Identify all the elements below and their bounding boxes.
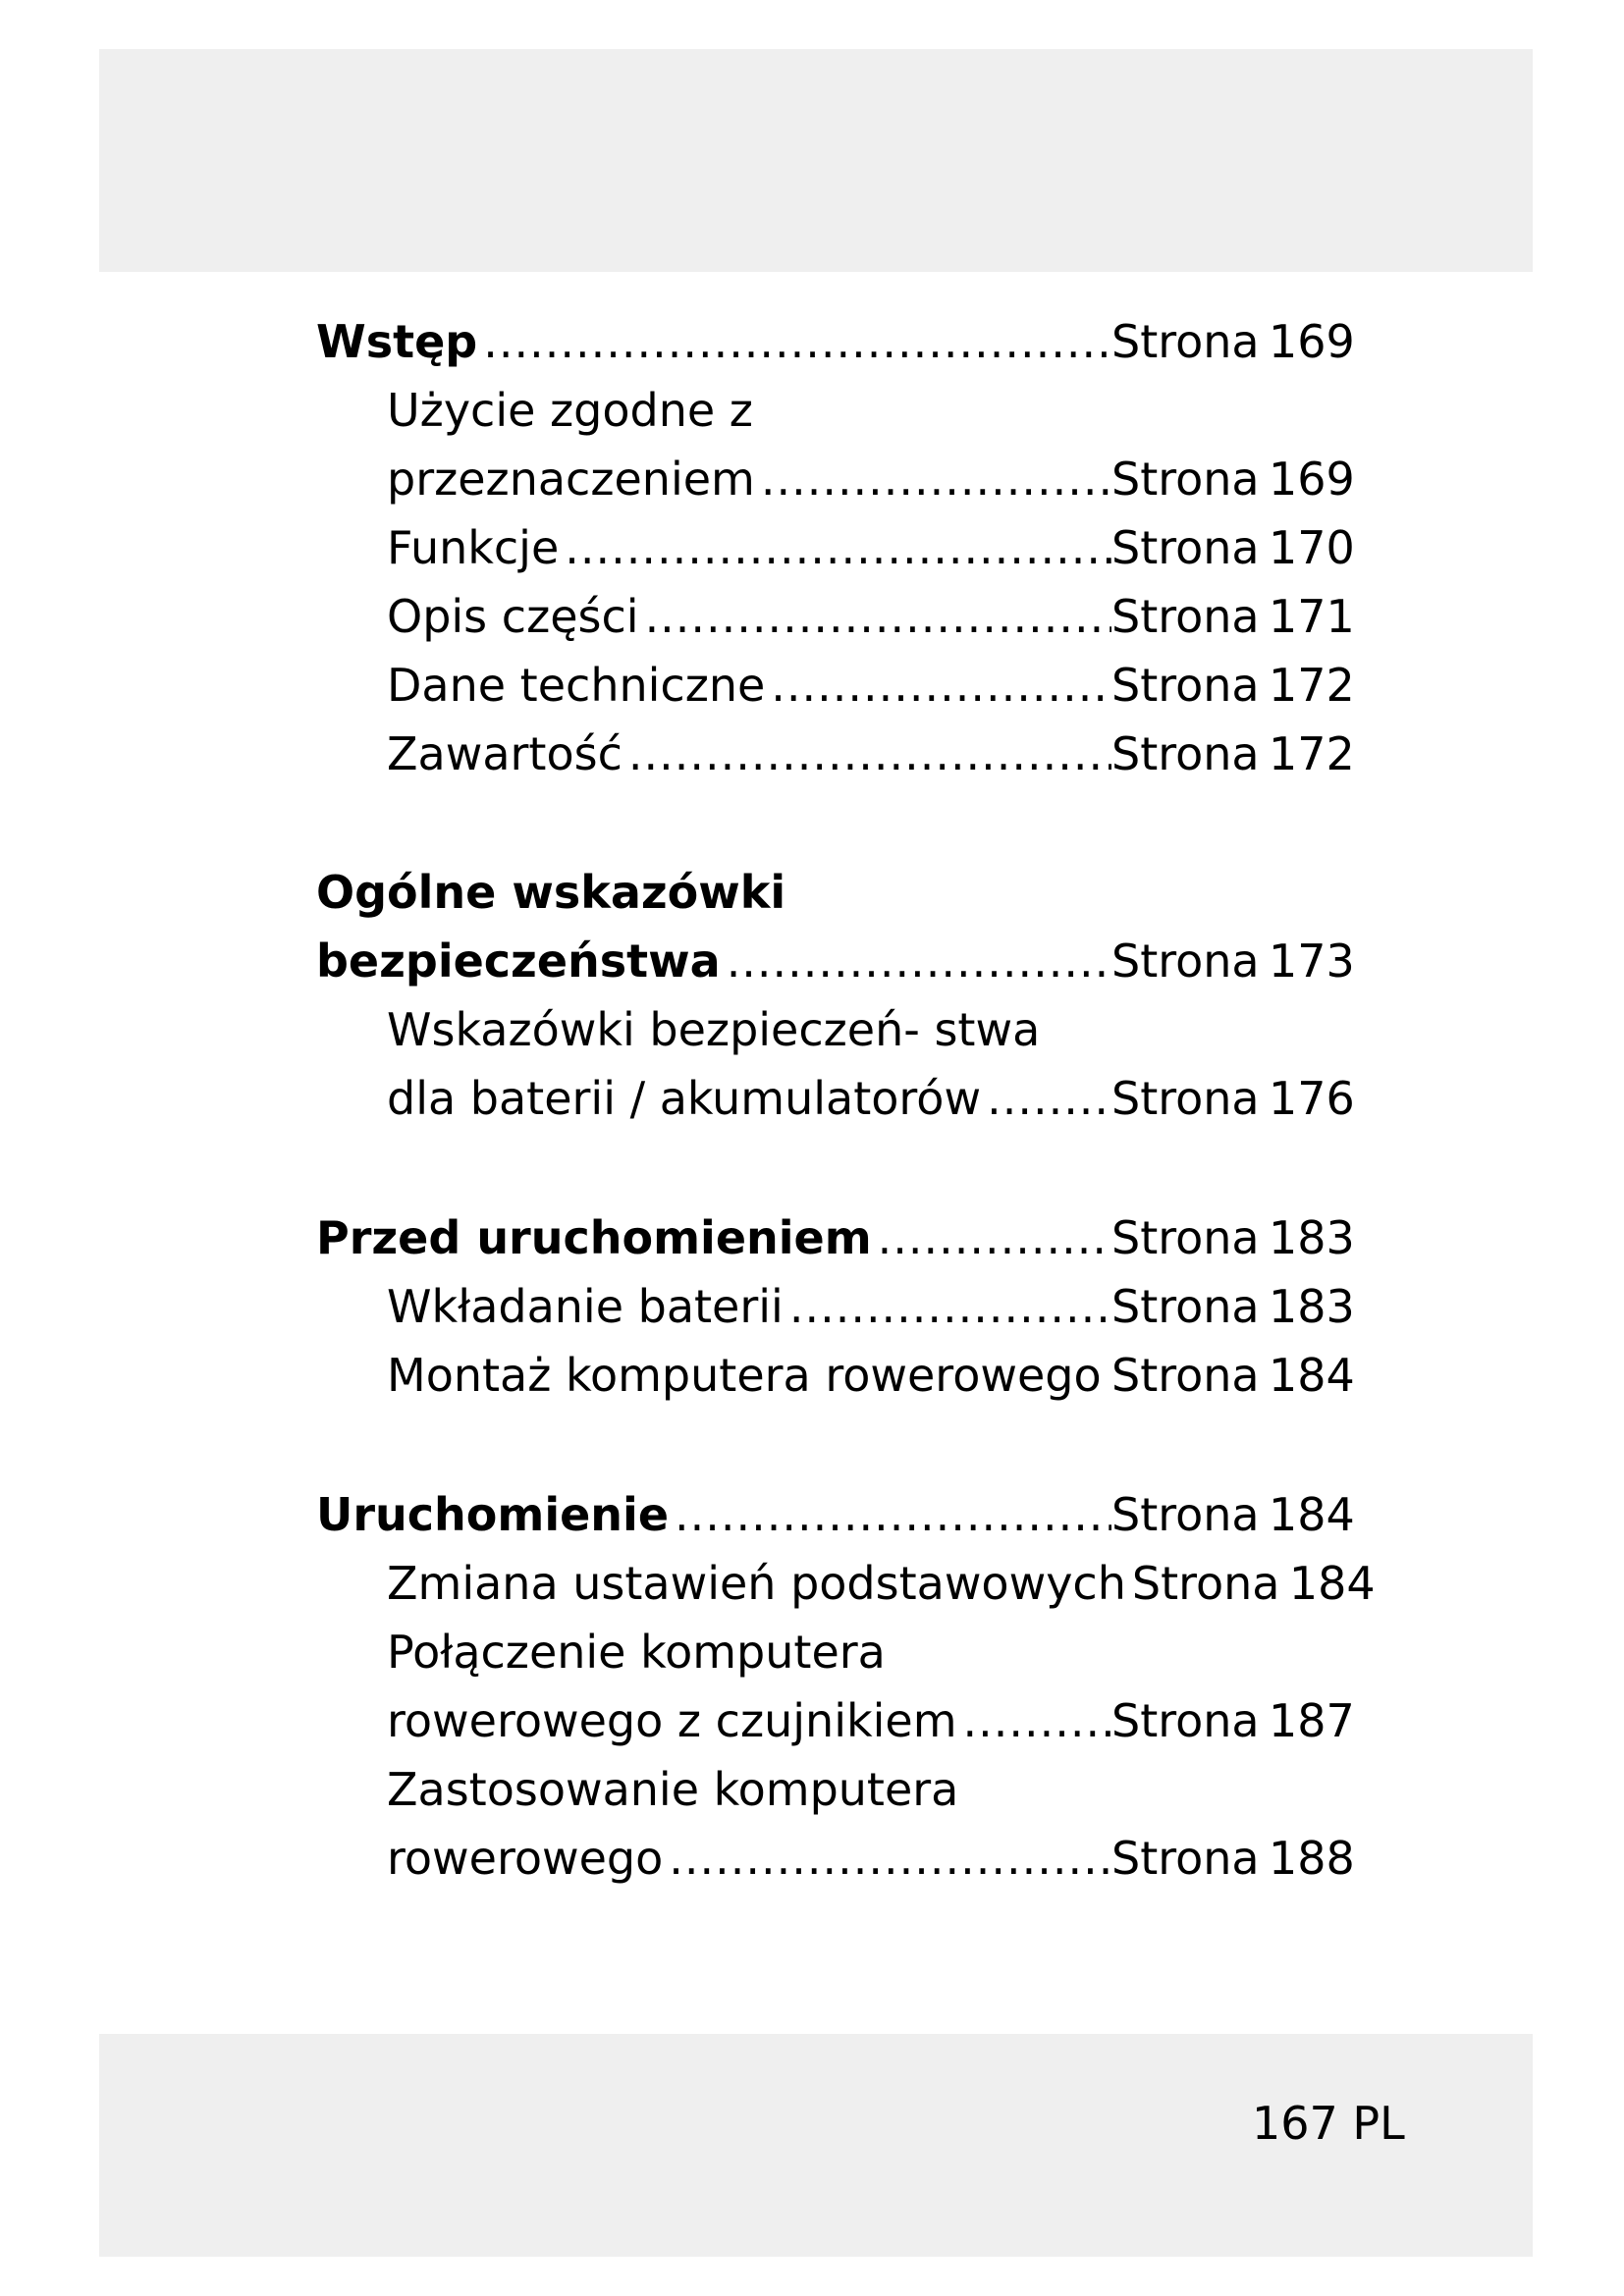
toc-subsection-title: rowerowego z czujnikiem <box>387 1694 957 1747</box>
toc-dot-leader <box>675 1480 1111 1549</box>
toc-entry-battery-safety-line1[interactable] <box>387 995 1040 1064</box>
toc-page-label: Strona <box>1111 1349 1260 1402</box>
toc-subsection-title: Zawartość <box>387 727 623 780</box>
toc-dot-leader <box>963 1686 1111 1755</box>
toc-page-label: Strona <box>1111 659 1260 712</box>
toc-subsection-title: rowerowego <box>387 1832 664 1885</box>
toc-subsection-title: Montaż komputera rowerowego <box>387 1349 1102 1402</box>
toc-page-label: Strona <box>1111 934 1260 988</box>
page-folio: 167 PL <box>1252 2097 1405 2150</box>
toc-page-label: Strona <box>1111 1211 1260 1264</box>
toc-page-number: 169 <box>1269 453 1355 506</box>
toc-entry-safety-line1[interactable] <box>316 858 785 927</box>
toc-subsection-title: Użycie zgodne z <box>387 384 753 437</box>
toc-section-title: bezpieczeństwa <box>316 934 721 988</box>
toc-page-label: Strona <box>1111 1694 1260 1747</box>
toc-entry-sensor-connect[interactable] <box>387 1686 1355 1755</box>
toc-dot-leader <box>789 1272 1111 1341</box>
toc-subsection-title: Wkładanie baterii <box>387 1280 784 1333</box>
toc-section-title: Uruchomienie <box>316 1488 670 1541</box>
toc-page-label: Strona <box>1111 1832 1260 1885</box>
toc-page-number: 184 <box>1269 1488 1355 1541</box>
toc-page-number: 171 <box>1269 590 1355 643</box>
toc-dot-leader <box>987 1064 1111 1133</box>
toc-entry-intended-use-line1[interactable] <box>387 376 753 445</box>
toc-subsection-title: Wskazówki bezpieczeń- stwa <box>387 1003 1041 1056</box>
toc-dot-leader <box>483 307 1111 376</box>
toc-section-title: Przed uruchomieniem <box>316 1211 872 1264</box>
toc-dot-leader <box>565 513 1111 582</box>
toc-entry-usage-line1[interactable] <box>387 1755 958 1824</box>
toc-dot-leader <box>771 651 1111 720</box>
toc-subsection-title: Połączenie komputera <box>387 1626 886 1679</box>
toc-dot-leader <box>727 927 1111 995</box>
toc-page-number: 187 <box>1269 1694 1355 1747</box>
toc-page-label: Strona <box>1111 1072 1260 1125</box>
toc-entry-usage[interactable] <box>387 1824 1355 1893</box>
toc-page-number: 183 <box>1269 1280 1355 1333</box>
toc-entry-parts[interactable] <box>387 582 1355 651</box>
toc-subsection-title: Zastosowanie komputera <box>387 1763 959 1816</box>
toc-page-number: 183 <box>1269 1211 1355 1264</box>
toc-page-label: Strona <box>1111 315 1260 368</box>
toc-entry-contents[interactable] <box>387 720 1355 788</box>
toc-entry-battery-safety[interactable] <box>387 1064 1355 1133</box>
toc-entry-mounting[interactable] <box>387 1341 1355 1410</box>
toc-page-label: Strona <box>1111 521 1260 574</box>
toc-subsection-title: Opis części <box>387 590 639 643</box>
toc-page-number: 173 <box>1269 934 1355 988</box>
toc-entry-before-start[interactable] <box>316 1203 1355 1272</box>
toc-entry-safety[interactable] <box>316 927 1355 995</box>
toc-entry-sensor-connect-line1[interactable] <box>387 1618 886 1686</box>
toc-page-number: 170 <box>1269 521 1355 574</box>
toc-subsection-title: Dane techniczne <box>387 659 766 712</box>
toc-entry-basic-settings[interactable] <box>387 1549 1376 1618</box>
toc-page-label: Strona <box>1131 1557 1280 1610</box>
toc-page-number: 184 <box>1269 1349 1355 1402</box>
toc-dot-leader <box>669 1824 1111 1893</box>
toc-subsection-title: przeznaczeniem <box>387 453 755 506</box>
toc-subsection-title: Funkcje <box>387 521 560 574</box>
toc-page-number: 188 <box>1269 1832 1355 1885</box>
toc-entry-features[interactable] <box>387 513 1355 582</box>
toc-page-label: Strona <box>1111 453 1260 506</box>
toc-page-label: Strona <box>1111 590 1260 643</box>
toc-page-number: 172 <box>1269 727 1355 780</box>
toc-entry-intro[interactable] <box>316 307 1355 376</box>
toc-entry-tech-data[interactable] <box>387 651 1355 720</box>
toc-page-label: Strona <box>1111 1488 1260 1541</box>
toc-subsection-title: Zmiana ustawień podstawowych <box>387 1557 1126 1610</box>
toc-subsection-title: dla baterii / akumulatorów <box>387 1072 982 1125</box>
toc-entry-insert-batteries[interactable] <box>387 1272 1355 1341</box>
toc-page-number: 172 <box>1269 659 1355 712</box>
toc-dot-leader <box>878 1203 1111 1272</box>
toc-page-number: 176 <box>1269 1072 1355 1125</box>
toc-page-label: Strona <box>1111 727 1260 780</box>
toc-section-title: Wstęp <box>316 315 478 368</box>
toc-dot-leader <box>645 582 1111 651</box>
toc-page-label: Strona <box>1111 1280 1260 1333</box>
toc-entry-startup[interactable] <box>316 1480 1355 1549</box>
toc-section-title: Ogólne wskazówki <box>316 866 786 919</box>
toc-page-number: 184 <box>1288 1557 1376 1610</box>
toc-dot-leader <box>761 445 1111 513</box>
toc-entry-intended-use[interactable] <box>387 445 1355 513</box>
toc-dot-leader <box>628 720 1111 788</box>
toc-page-number: 169 <box>1269 315 1355 368</box>
